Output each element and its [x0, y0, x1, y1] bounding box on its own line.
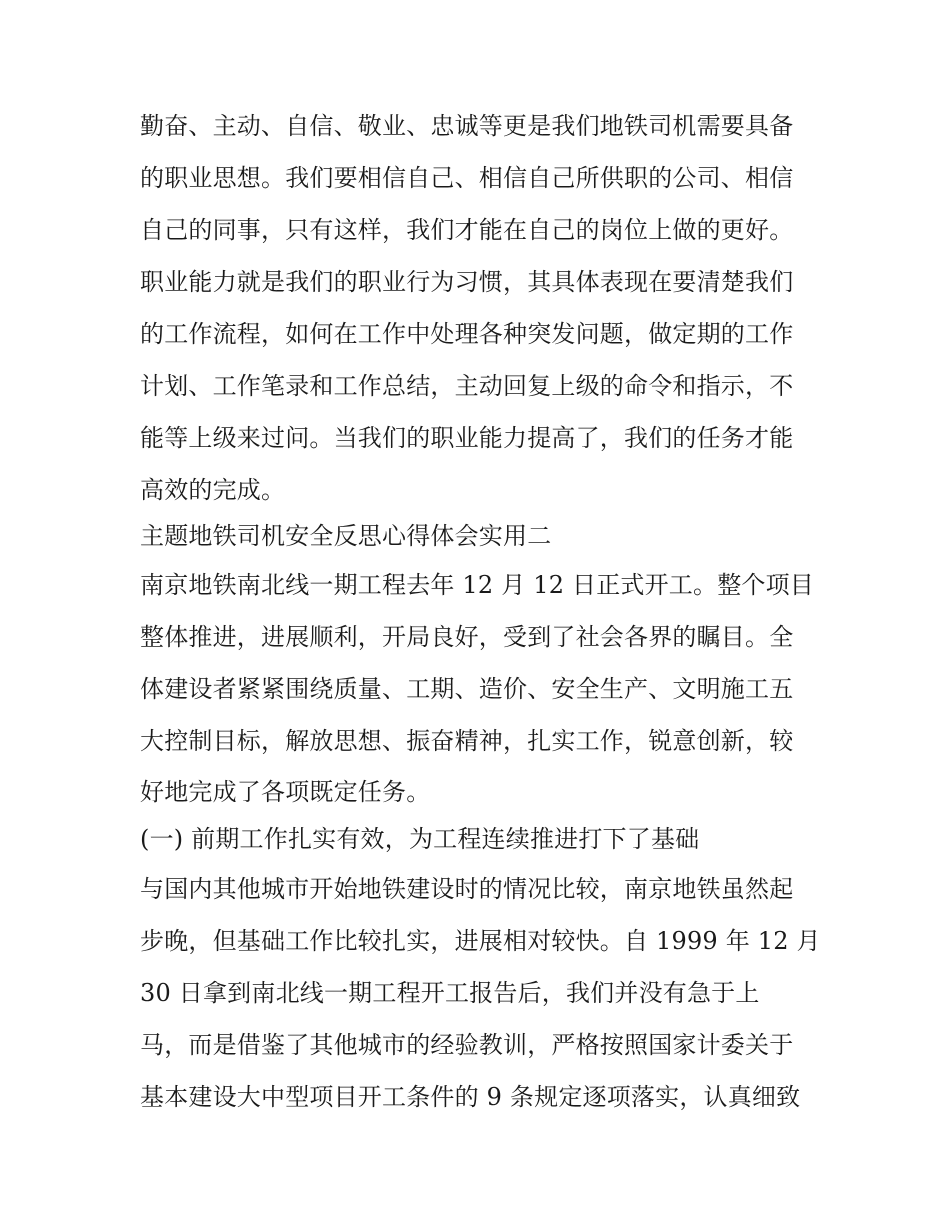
section-heading: 主题地铁司机安全反思心得体会实用二 [140, 522, 552, 550]
text-line: 基本建设大中型项目开工条件的 9 条规定逐项落实，认真细致 [140, 1083, 801, 1111]
text-line: 整体推进，进展顺利，开局良好，受到了社会各界的瞩目。全 [140, 623, 794, 651]
text-line: 职业能力就是我们的职业行为习惯，其具体表现在要清楚我们 [140, 268, 794, 296]
text-line: 好地完成了各项既定任务。 [140, 778, 431, 806]
text-line: 勤奋、主动、自信、敬业、忠诚等更是我们地铁司机需要具备 [140, 112, 794, 140]
text-line: 步晚，但基础工作比较扎实，进展相对较快。自 1999 年 12 月 [140, 927, 821, 955]
text-line: 的工作流程，如何在工作中处理各种突发问题，做定期的工作 [140, 320, 794, 348]
text-line: 大控制目标，解放思想、振奋精神，扎实工作，锐意创新，较 [140, 727, 794, 755]
subsection-heading: (一) 前期工作扎实有效，为工程连续推进打下了基础 [140, 825, 700, 853]
text-line: 自己的同事，只有这样，我们才能在自己的岗位上做的更好。 [140, 216, 794, 244]
text-line: 与国内其他城市开始地铁建设时的情况比较，南京地铁虽然起 [140, 875, 794, 903]
text-line: 能等上级来过问。当我们的职业能力提高了，我们的任务才能 [140, 424, 794, 452]
text-line: 计划、工作笔录和工作总结，主动回复上级的命令和指示，不 [140, 372, 794, 400]
text-line: 马，而是借鉴了其他城市的经验教训，严格按照国家计委关于 [140, 1031, 794, 1059]
text-line: 南京地铁南北线一期工程去年 12 月 12 日正式开工。整个项目 [140, 571, 814, 599]
text-line: 的职业思想。我们要相信自己、相信自己所供职的公司、相信 [140, 164, 794, 192]
text-line: 30 日拿到南北线一期工程开工报告后，我们并没有急于上 [140, 979, 760, 1007]
text-line: 高效的完成。 [140, 476, 286, 504]
text-line: 体建设者紧紧围绕质量、工期、造价、安全生产、文明施工五 [140, 675, 794, 703]
